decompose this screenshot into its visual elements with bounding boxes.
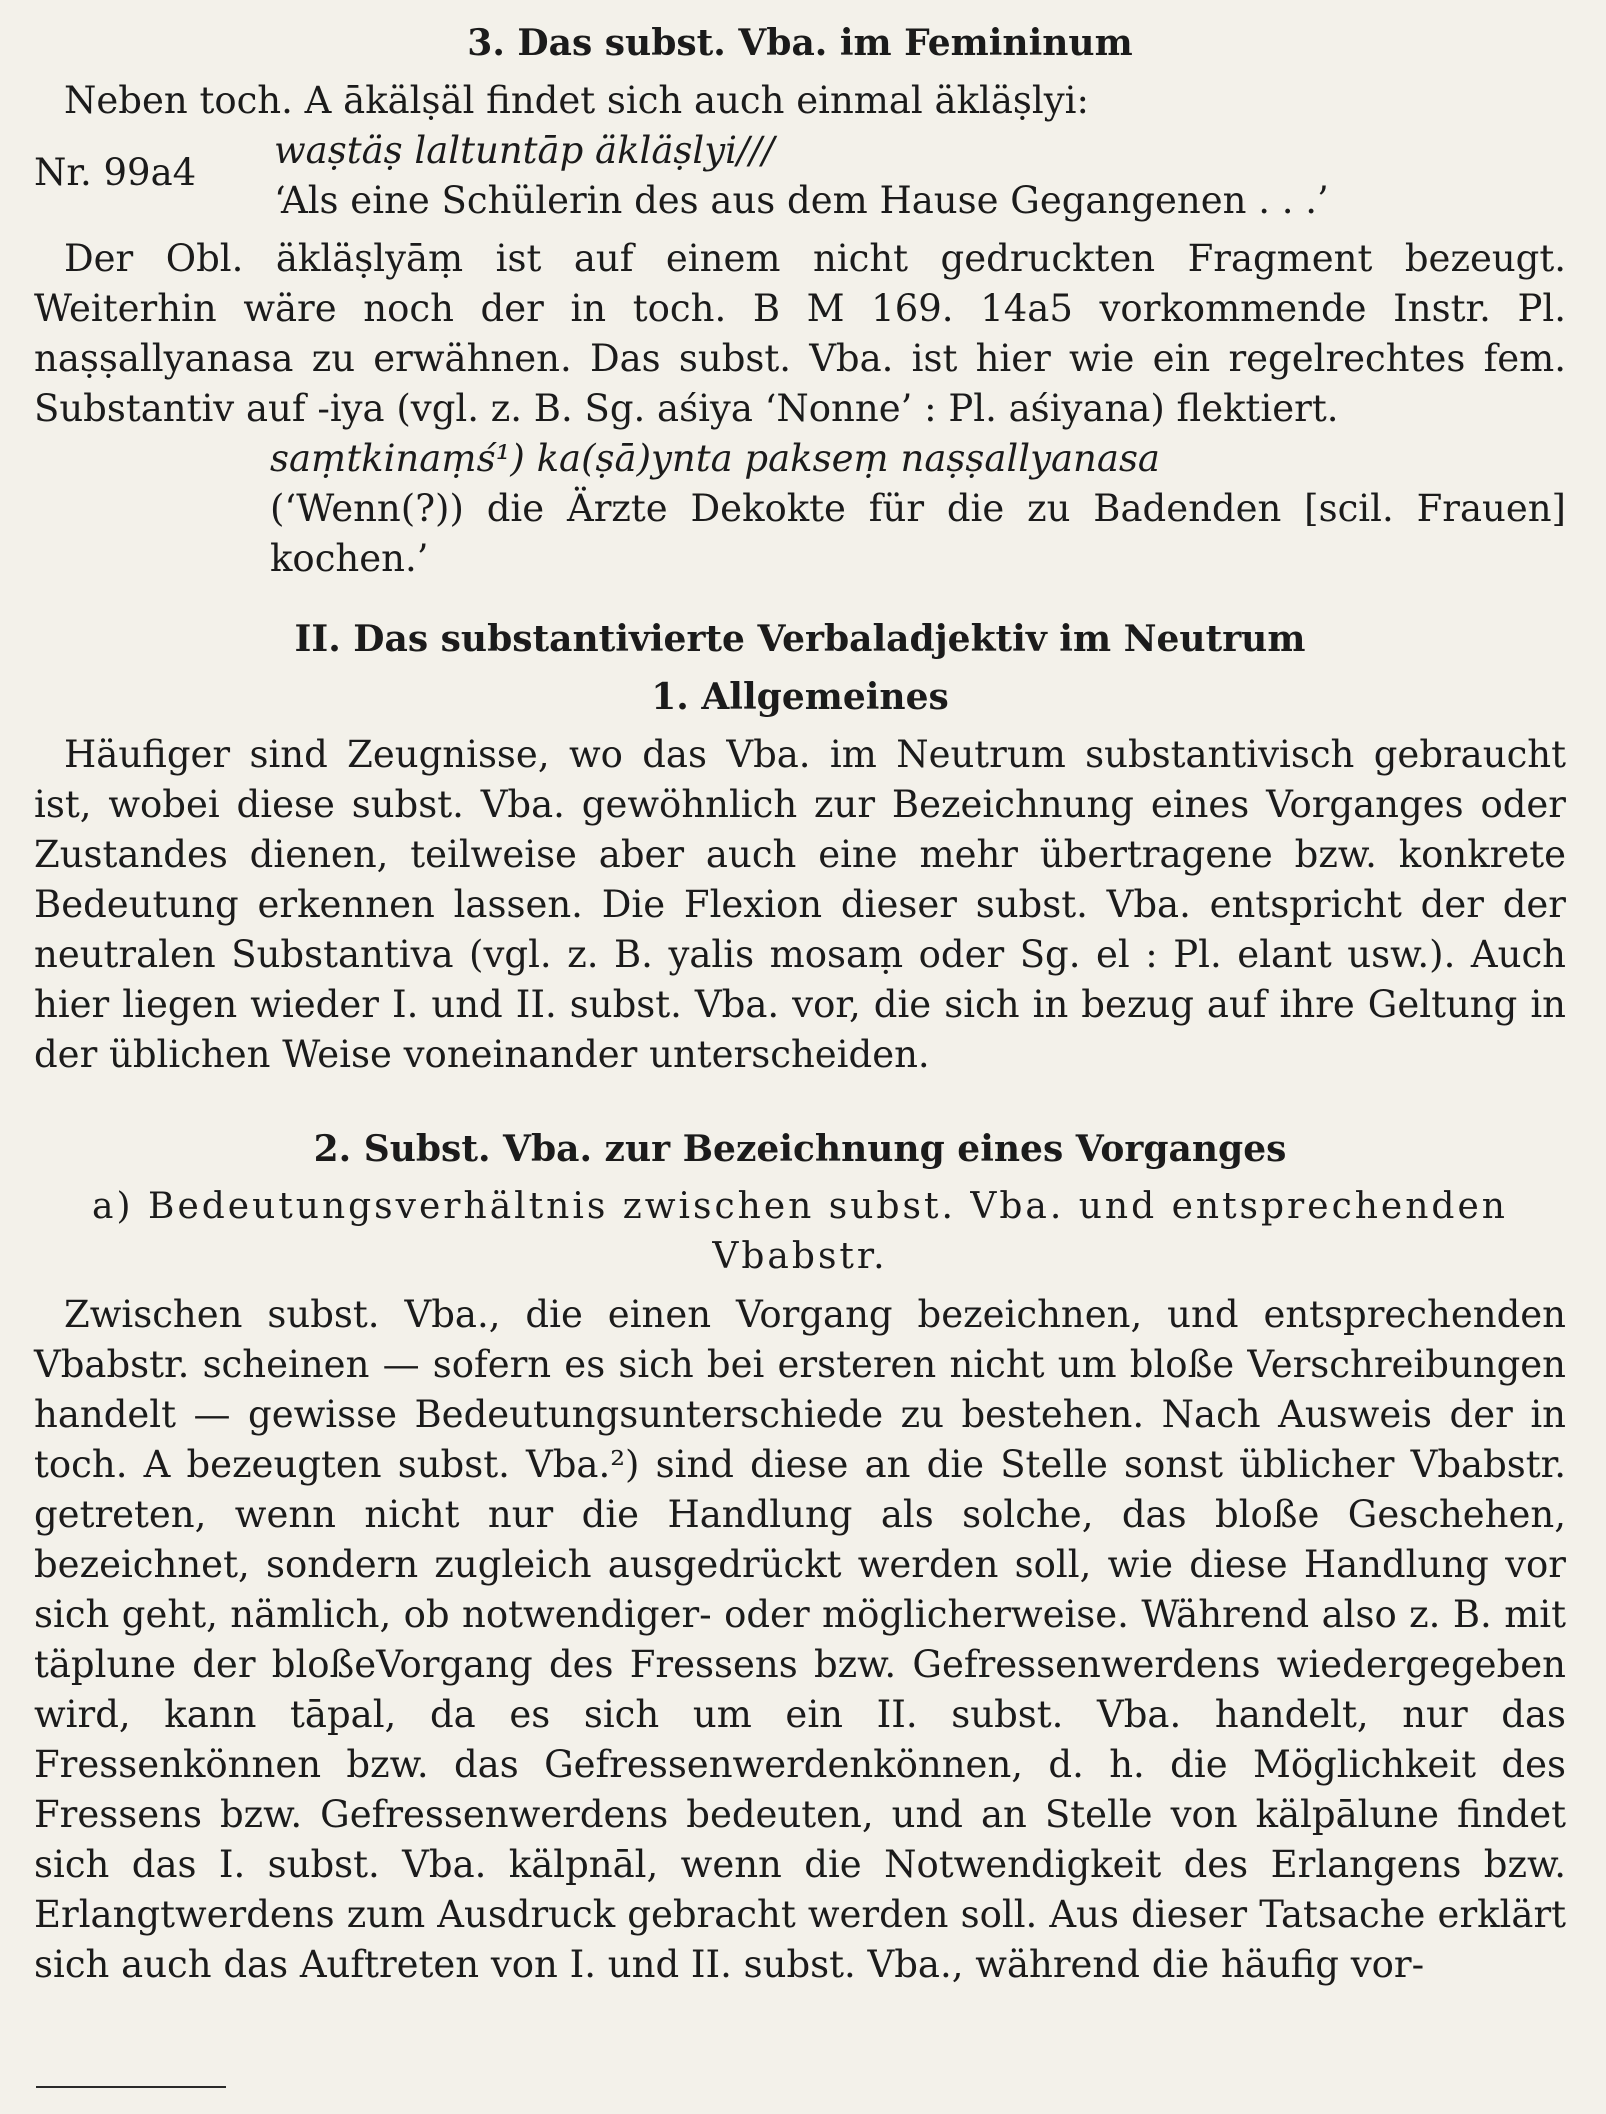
citation-block-1: [34, 126, 1566, 226]
footnote-rule: [36, 2086, 226, 2088]
citation-text: waṣtäṣ laltuntāp äkläṣlyi///: [274, 129, 775, 172]
subheading-bedeutungsverhaeltnis: a) Bedeutungsverhältnis zwischen subst. Vba. und entsprechenden Vbabstr.: [92, 1186, 1508, 1277]
subheading-allgemeines: 1. Allgemeines: [651, 676, 949, 718]
citation-text: saṃtkinaṃś¹) ka(ṣā)ynta pakseṃ naṣṣallyanasa: [270, 437, 1160, 480]
intro-paragraph: Neben toch. A ākälṣäl findet sich auch einmal äkläṣlyi:: [64, 79, 1089, 122]
citation-reference: Nr. 99a4: [34, 151, 197, 194]
citation-block-2: [34, 434, 1566, 584]
paragraph-allgemeines: Häufiger sind Zeugnisse, wo das Vba. im Neutrum substantivisch gebraucht ist, wobei diese subst. Vba. gewöhnlich zur Bezeichnung eines Vorganges oder Zustandes dienen, teilweise aber auch eine mehr übertragene bzw. konkrete Bedeutung erkennen lassen. Die Flexion dieser subst. Vba. entspricht der der neutralen Substantiva (vgl. z. B. yalis mosaṃ oder Sg. el : Pl. elant usw.). Auch hier liegen wieder I. und II. subst. Vba. vor, die sich in bezug auf ihre Geltung in der üblichen Weise voneinander unterscheiden.: [34, 733, 1566, 1076]
section-heading-femininum: 3. Das subst. Vba. im Femininum: [467, 22, 1133, 64]
citation-translation: (‘Wenn(?)) die Ärzte Dekokte für die zu Badenden [scil. Frauen] kochen.’: [270, 487, 1566, 580]
subheading-vorgang: 2. Subst. Vba. zur Bezeichnung eines Vorganges: [313, 1128, 1287, 1170]
citation-translation: ‘Als eine Schülerin des aus dem Hause Gegangenen . . .’: [274, 179, 1329, 222]
section-heading-neutrum: II. Das substantivierte Verbaladjektiv im Neutrum: [294, 618, 1306, 660]
paragraph-obl: Der Obl. äkläṣlyāṃ ist auf einem nicht gedruckten Fragment bezeugt. Weiterhin wäre noch der in toch. B M 169. 14a5 vorkommende Instr. Pl. naṣṣallyanasa zu erwähnen. Das subst. Vba. ist hier wie ein regelrechtes fem. Substantiv auf -iya (vgl. z. B. Sg. aśiya ‘Nonne’ : Pl. aśiyana) flektiert.: [34, 237, 1566, 430]
paragraph-bedeutungsverhaeltnis: Zwischen subst. Vba., die einen Vorgang bezeichnen, und entsprechenden Vbabstr. scheinen — sofern es sich bei ersteren nicht um bloße Verschreibungen handelt — gewisse Bedeutungsunterschiede zu bestehen. Nach Ausweis der in toch. A bezeugten subst. Vba.²) sind diese an die Stelle sonst üblicher Vbabstr. getreten, wenn nicht nur die Handlung als solche, das bloße Geschehen, bezeichnet, sondern zugleich ausgedrückt werden soll, wie diese Handlung vor sich geht, nämlich, ob notwendiger- oder möglicherweise. Während also z. B. mit täplune der bloßeVorgang des Fressens bzw. Gefressenwerdens wiedergegeben wird, kann tāpal, da es sich um ein II. subst. Vba. handelt, nur das Fressenkönnen bzw. das Gefressenwerdenkönnen, d. h. die Möglichkeit des Fressens bzw. Gefressenwerdens bedeuten, und an Stelle von kälpālune findet sich das I. subst. Vba. kälpnāl, wenn die Notwendigkeit des Erlangens bzw. Erlangtwerdens zum Ausdruck gebracht werden soll. Aus dieser Tatsache erklärt sich auch das Auftreten von I. und II. subst. Vba., während die häufig vor-: [34, 1293, 1566, 1986]
